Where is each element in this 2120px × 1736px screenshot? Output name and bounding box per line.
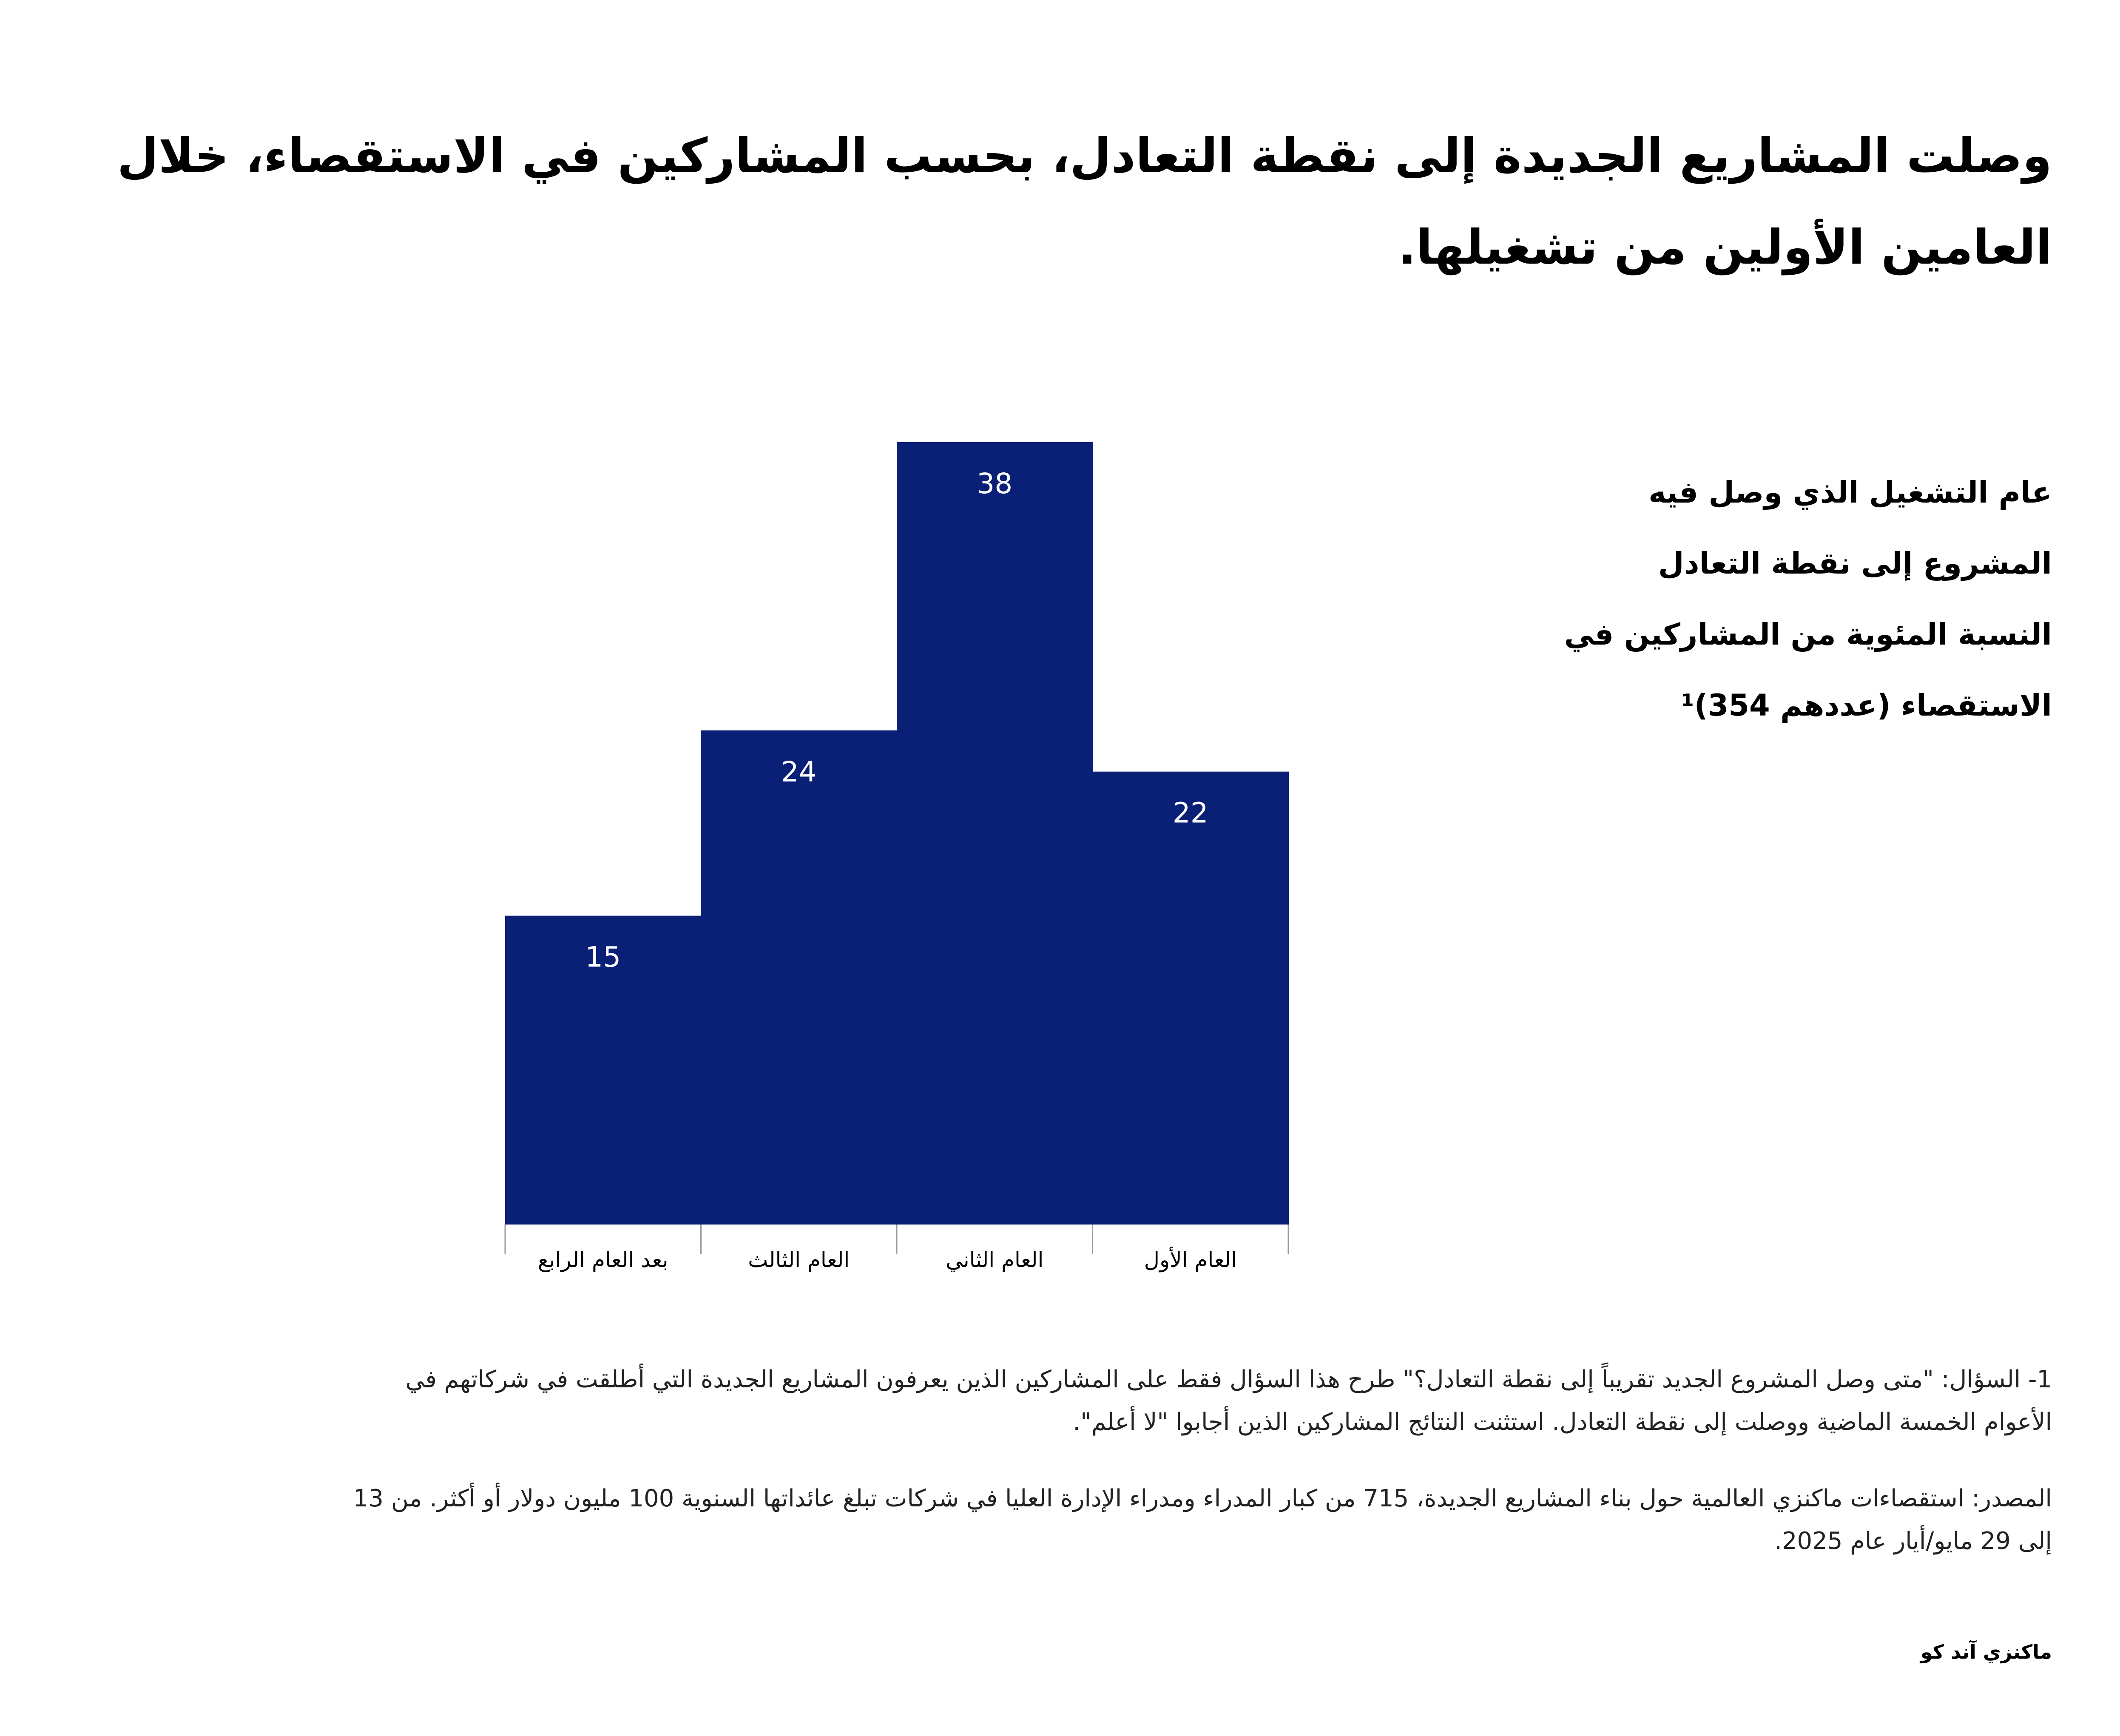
x-tick-label: العام الثاني <box>946 1247 1044 1272</box>
bar-value-label: 38 <box>977 467 1013 500</box>
bar <box>701 730 898 1225</box>
bar <box>897 442 1093 1225</box>
bar-value-label: 15 <box>585 940 621 974</box>
bar-value-label: 24 <box>781 755 817 788</box>
bar <box>1093 772 1289 1225</box>
brand-name: ماكنزي آند كو <box>1920 1640 2052 1663</box>
legend-line: عام التشغيل الذي وصل فيه <box>1648 475 2052 510</box>
legend-line: النسبة المئوية من المشاركين في <box>1564 617 2052 652</box>
chart-title: وصلت المشاريع الجديدة إلى نقطة التعادل، بحسب المشاركين في الاستقصاء، خلال العامين الأولين من تشغيلها. <box>117 128 2052 275</box>
x-tick-label: العام الثالث <box>748 1247 850 1272</box>
legend-line: الاستقصاء (عددهم 354)¹ <box>1681 688 2052 723</box>
footnote-text: 1- السؤال: "متى وصل المشروع الجديد تقريباً إلى نقطة التعادل؟" طرح هذا السؤال فقط على المشاركين الذين يعرفون المشاريع الجديدة التي أطلقت في شركاتهم في الأعوام الخمسة الماضية ووصلت إلى نقطة التعادل. استثنت النتائج المشاركين الذين أجابوا "لا أعلم". <box>405 1366 2052 1436</box>
legend-line: المشروع إلى نقطة التعادل <box>1658 546 2052 581</box>
footnotes <box>351 1358 2052 1597</box>
bar-value-label: 22 <box>1172 796 1208 830</box>
x-tick-label: بعد العام الرابع <box>537 1247 668 1272</box>
x-tick-label: العام الأول <box>1144 1247 1237 1272</box>
source-text: المصدر: استقصاءات ماكنزي العالمية حول بناء المشاريع الجديدة، 715 من كبار المدراء ومدراء الإدارة العليا في شركات تبلغ عائداتها السنوية 100 مليون دولار أو أكثر. من 13 إلى 29 مايو/أيار عام 2025. <box>353 1485 2052 1555</box>
